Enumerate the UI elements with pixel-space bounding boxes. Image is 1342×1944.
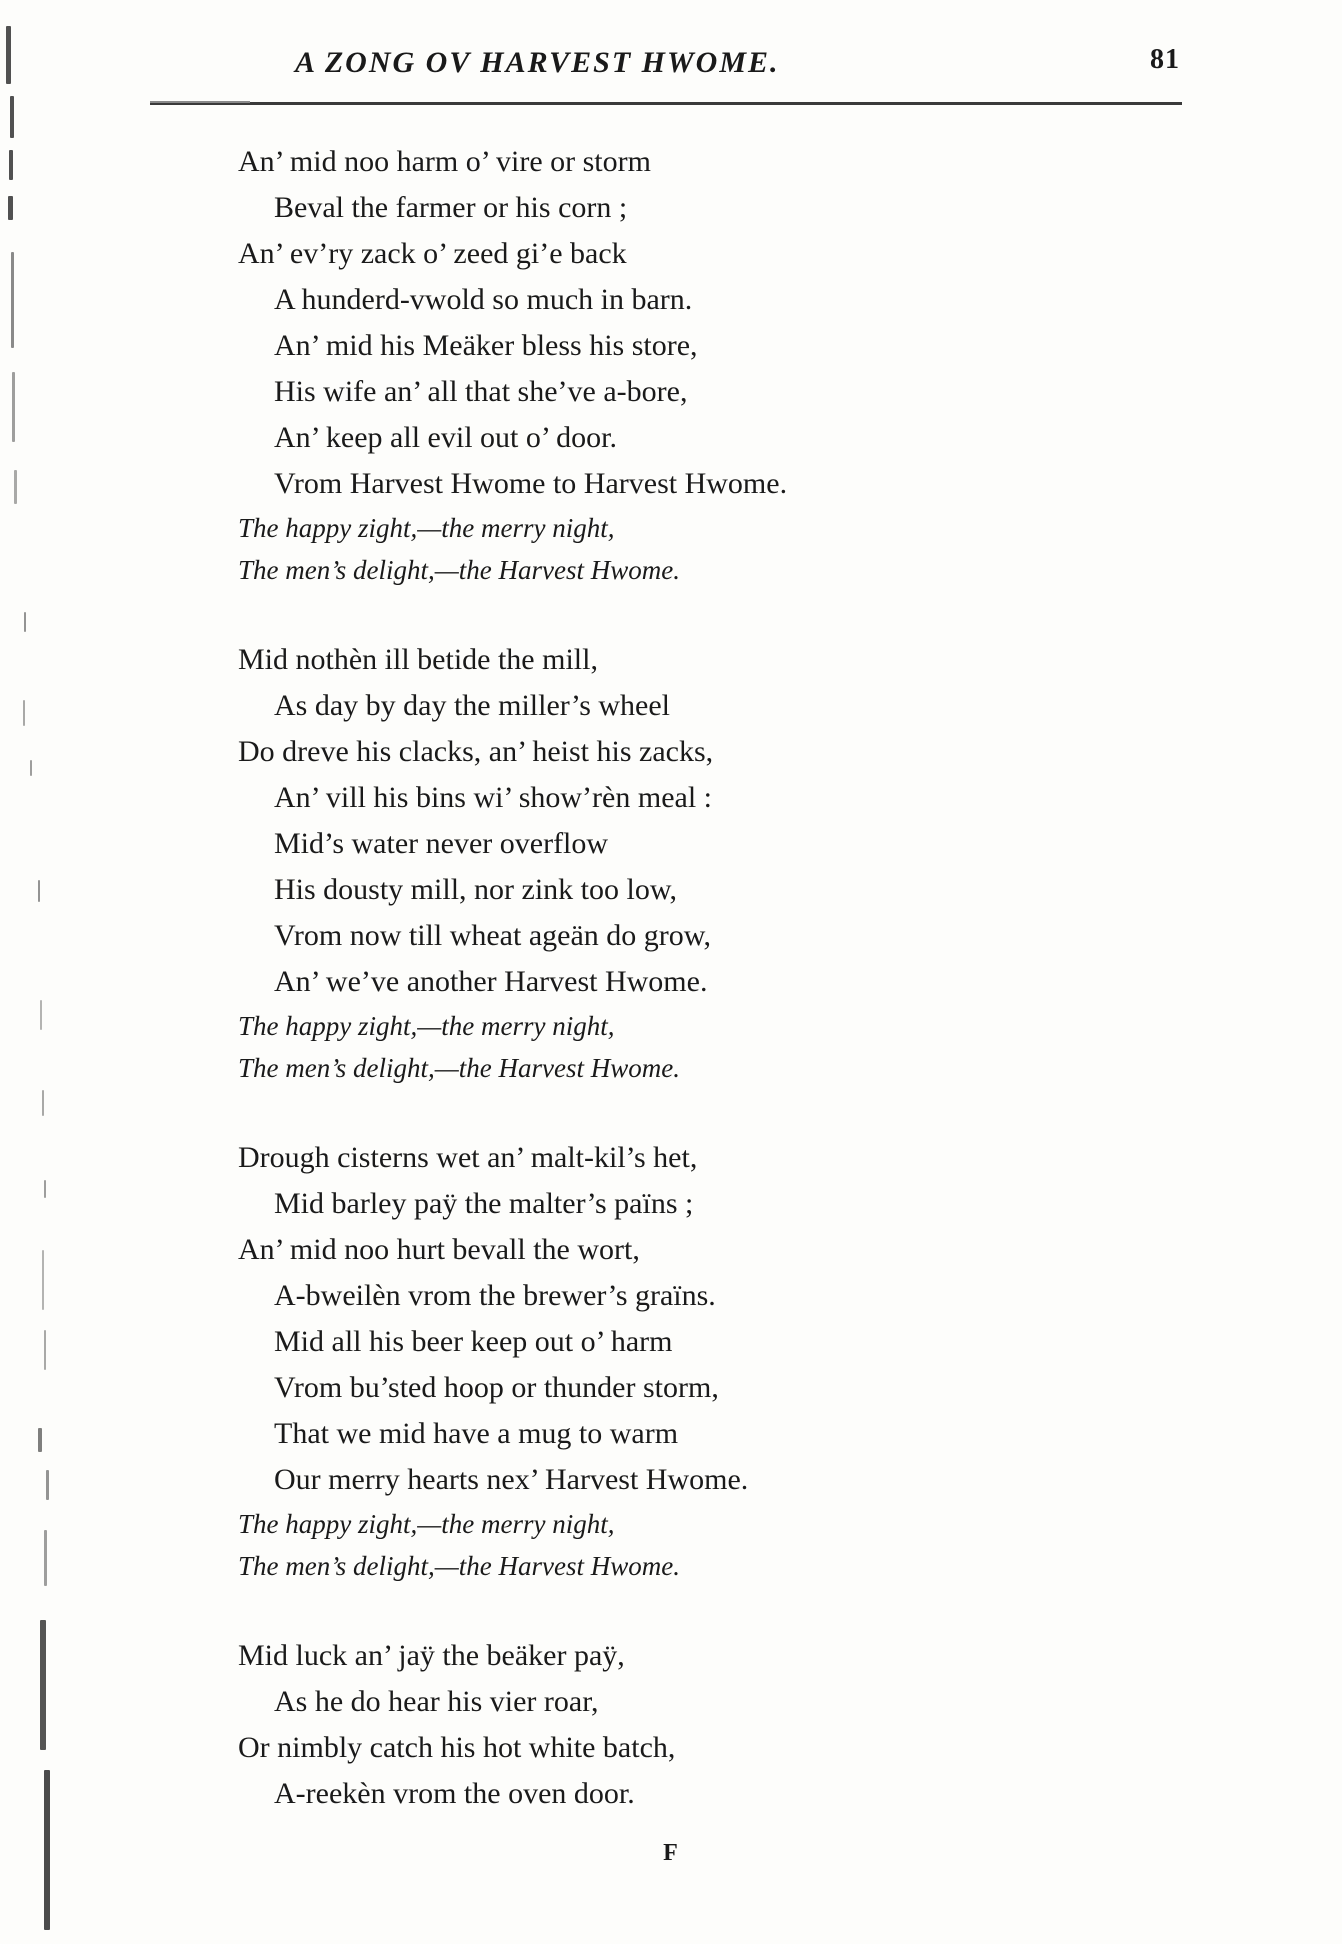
stanza (238, 1135, 1190, 1587)
poem-line: Mid barley paÿ the malter’s païns ; (274, 1187, 694, 1220)
poem-line: A-bweilèn vrom the brewer’s graïns. (274, 1279, 716, 1312)
poem-line: Or nimbly catch his hot white batch, (238, 1731, 676, 1764)
poem-body (150, 139, 1190, 1817)
stanza (238, 1633, 1190, 1817)
scan-edge-artifacts (0, 0, 60, 1944)
poem-line: That we mid have a mug to warm (274, 1417, 679, 1450)
poem-line: The men’s delight,—the Harvest Hwome. (238, 1551, 680, 1581)
poem-line: Mid luck an’ jaÿ the beäker paÿ, (238, 1639, 625, 1672)
poem-line: The happy zight,—the merry night, (238, 1509, 615, 1539)
poem-line: The men’s delight,—the Harvest Hwome. (238, 1053, 680, 1083)
page-number: 81 (1150, 44, 1180, 75)
poem-line: The happy zight,—the merry night, (238, 1011, 615, 1041)
poem-line: An’ vill his bins wi’ show’rèn meal : (274, 781, 712, 814)
poem-line: Vrom Harvest Hwome to Harvest Hwome. (274, 467, 788, 500)
poem-line: An’ keep all evil out o’ door. (274, 421, 617, 454)
poem-line: Mid nothèn ill betide the mill, (238, 643, 598, 676)
poem-line: Mid all his beer keep out o’ harm (274, 1325, 673, 1358)
poem-line: His wife an’ all that she’ve a-bore, (274, 375, 688, 408)
running-head (150, 40, 1190, 98)
poem-line: A hunderd-vwold so much in barn. (274, 283, 693, 316)
poem-line: An’ mid noo harm o’ vire or storm (238, 145, 651, 178)
poem-line: An’ ev’ry zack o’ zeed gi’e back (238, 237, 627, 270)
poem-line: An’ we’ve another Harvest Hwome. (274, 965, 708, 998)
poem-line: Mid’s water never overflow (274, 827, 609, 860)
poem-line: His dousty mill, nor zink too low, (274, 873, 678, 906)
stanza (238, 139, 1190, 591)
poem-line: Do dreve his clacks, an’ heist his zacks, (238, 735, 714, 768)
header-rule (150, 102, 1182, 105)
poem-line: As day by day the miller’s wheel (274, 689, 671, 722)
stanza (238, 637, 1190, 1089)
poem-line: An’ mid his Meäker bless his store, (274, 329, 698, 362)
signature-mark: F (663, 1840, 679, 1866)
running-head-title: A ZONG OV HARVEST HWOME. (295, 46, 780, 79)
poem-line: Vrom bu’sted hoop or thunder storm, (274, 1371, 719, 1404)
poem-line: A-reekèn vrom the oven door. (274, 1777, 635, 1810)
page-content (150, 40, 1190, 1863)
poem-line: The men’s delight,—the Harvest Hwome. (238, 555, 680, 585)
poem-line: Our merry hearts nex’ Harvest Hwome. (274, 1463, 749, 1496)
poem-line: Drough cisterns wet an’ malt-kil’s het, (238, 1141, 698, 1174)
poem-line: Beval the farmer or his corn ; (274, 191, 628, 224)
poem-line: As he do hear his vier roar, (274, 1685, 599, 1718)
poem-line: The happy zight,—the merry night, (238, 513, 615, 543)
poem-line: Vrom now till wheat ageän do grow, (274, 919, 711, 952)
poem-line: An’ mid noo hurt bevall the wort, (238, 1233, 640, 1266)
